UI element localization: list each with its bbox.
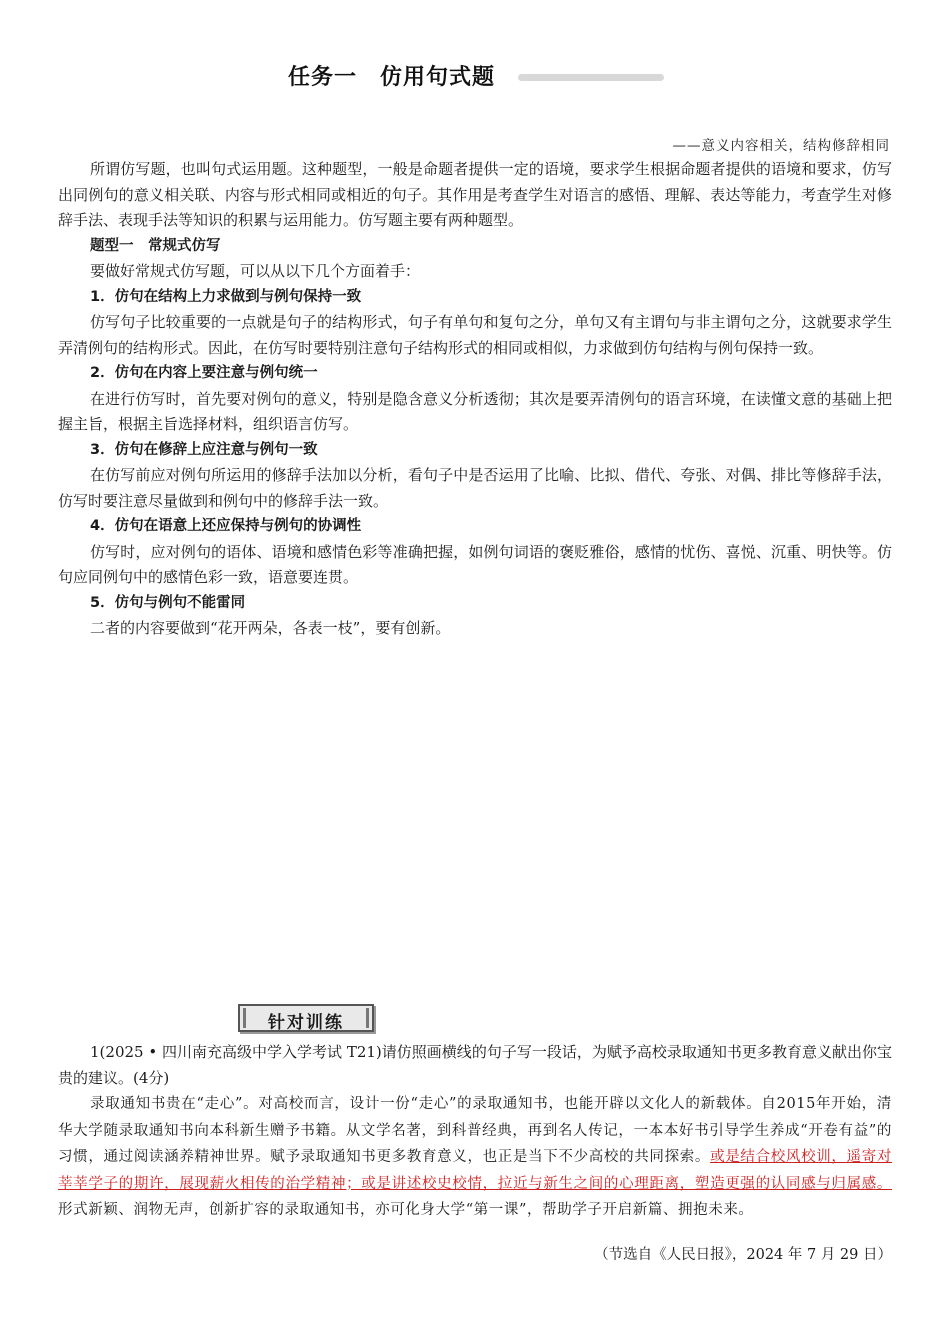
title-block <box>288 60 688 96</box>
practice-badge <box>238 1004 374 1032</box>
passage-underlined-sentence: 或是结合校风校训，遥寄对莘莘学子的期许，展现薪火相传的治学精神；或是讲述校史校情，拉近与新生之间的心理距离，塑造更强的认同感与归属感。 <box>58 1149 893 1192</box>
question-passage <box>58 1091 892 1224</box>
point-5-heading: 5．仿句与例句不能雷同 <box>90 594 246 611</box>
passage-source: （节选自《人民日报》，2024 年 7 月 29 日） <box>594 1247 892 1263</box>
point-2-body: 在进行仿写时，首先要对例句的意义，特别是隐含意义分析透彻；其次是要弄清例句的语言环境，在读懂文意的基础上把握主旨，根据主旨选择材料，组织语言仿写。 <box>58 389 892 433</box>
section-lead: 要做好常规式仿写题，可以从以下几个方面着手： <box>90 262 421 280</box>
main-content <box>58 157 892 642</box>
section-heading: 题型一 常规式仿写 <box>90 237 221 254</box>
point-2-heading: 2．仿句在内容上要注意与例句统一 <box>90 365 318 381</box>
page-subtitle: ——意义内容相关，结构修辞相同 <box>672 138 890 154</box>
point-4-body: 仿写时，应对例句的语体、语境和感情色彩等准确把握，如例句词语的褒贬雅俗，感情的忧伤、喜悦、沉重、明快等。仿句应同例句中的感情色彩一致，语意要连贯。 <box>58 542 892 586</box>
intro-paragraph: 所谓仿写题，也叫句式运用题。这种题型，一般是命题者提供一定的语境，要求学生根据命题者提供的语境和要求，仿写出同例句的意义相关联、内容与形式相同或相近的句子。其作用是考查学生对语言的感悟、理解、表达等能力，考查学生对修辞手法、表现手法等知识的积累与运用能力。仿写题主要有两种题型。 <box>58 160 892 229</box>
passage-text-before: 录取通知书贵在“走心”。对高校而言，设计一份“走心”的录取通知书，也能开辟以文化人的新载体。自2015年开始，清华大学随录取通知书向本科新生赠予书籍。从文学名著，到科普经典，再到名人传记，一本本好书引导学生养成“开卷有益”的习惯，通过阅读涵养精神世界。赋予录取通知书更多教育意义，也正是当下不少高校的共同探索。 <box>58 1096 892 1165</box>
title-decoration-bar <box>518 74 664 81</box>
point-3-body: 在仿写前应对例句所运用的修辞手法加以分析，看句子中是否运用了比喻、比拟、借代、夸张、对偶、排比等修辞手法，仿写时要注意尽量做到和例句中的修辞手法一致。 <box>58 466 892 510</box>
point-1-body: 仿写句子比较重要的一点就是句子的结构形式，句子有单句和复句之分，单句又有主谓句与非主谓句之分，这就要求学生弄清例句的结构形式。因此，在仿写时要特别注意句子结构形式的相同或相似，力求做到仿句结构与例句保持一致。 <box>58 313 892 357</box>
point-4-heading: 4．仿句在语意上还应保持与例句的协调性 <box>90 518 362 534</box>
passage-text-after: 形式新颖、润物无声，创新扩容的录取通知书，亦可化身大学“第一课”，帮助学子开启新篇、拥抱未来。 <box>58 1202 754 1218</box>
point-5-body: 二者的内容要做到“花开两朵，各表一枝”，要有创新。 <box>90 619 451 637</box>
point-3-heading: 3．仿句在修辞上应注意与例句一致 <box>90 441 318 458</box>
point-1-heading: 1．仿句在结构上力求做到与例句保持一致 <box>90 288 362 305</box>
question-block <box>58 1040 892 1224</box>
page-title: 任务一 仿用句式题 <box>288 65 496 90</box>
question-stem: 1(2025 • 四川南充高级中学入学考试 T21)请仿照画横线的句子写一段话，为赋予高校录取通知书更多教育意义献出你宝贵的建议。(4分) <box>58 1043 892 1087</box>
practice-badge-label: 针对训练 <box>268 1013 344 1033</box>
